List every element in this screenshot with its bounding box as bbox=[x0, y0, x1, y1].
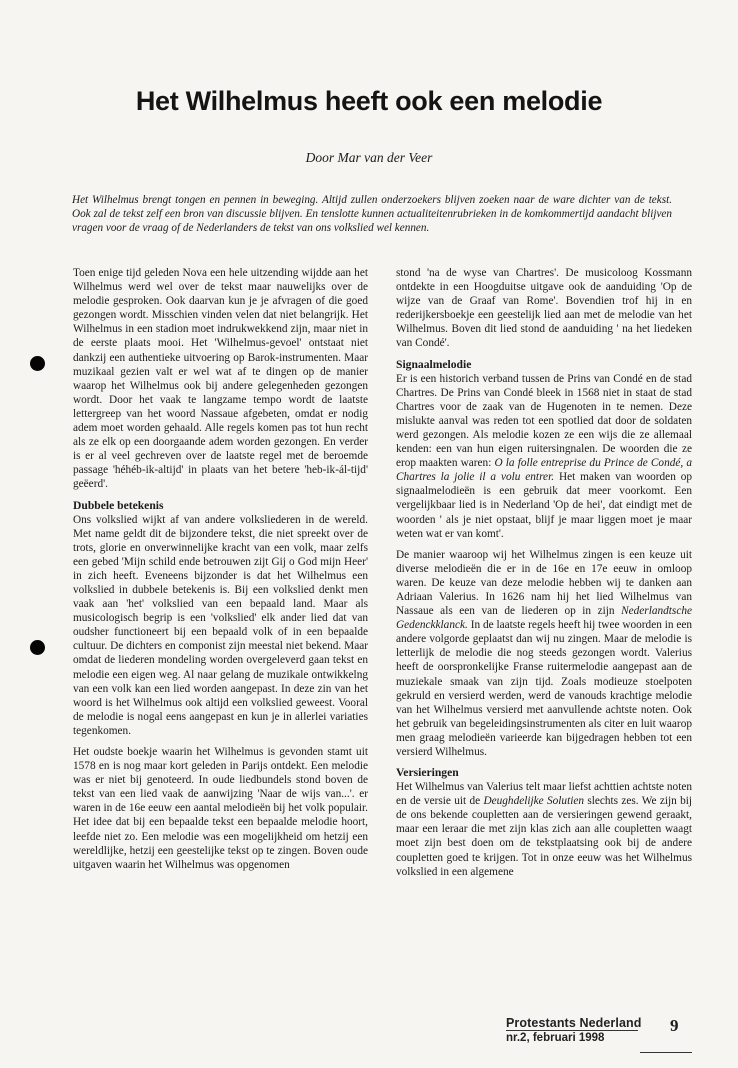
article-intro: Het Wilhelmus brengt tongen en pennen in beweging. Altijd zullen onderzoekers blijven zoeken naar de ware dichter van de tekst. Ook zal de tekst zelf een bron van discussie blijven. En tenslotte kunnen actualiteitenrubrieken in de komkommertijd aandacht blijven vragen voor de vraag of de Nederlanders de tekst van ons volkslied wel kennen. bbox=[72, 194, 672, 234]
article-byline: Door Mar van der Veer bbox=[305, 150, 433, 165]
section-heading-dubbele-betekenis: Dubbele betekenis bbox=[73, 498, 164, 512]
paragraph bbox=[396, 780, 692, 879]
publication-name: Protestants Nederland bbox=[506, 1016, 642, 1030]
paragraph: Toen enige tijd geleden Nova een hele uitzending wijdde aan het Wilhelmus werd wel over de tekst maar nauwelijks over de melodie gesproken. Ook daarvan kun je je afvragen of die goed gezongen wordt. Misschien vinden velen dat niet belangrijk. Het Wilhelmus in een stadion moet indrukwekkend zijn, maar niet in de eerste plaats mooi. Het 'Wilhelmus-gevoel' ontstaat niet dankzij een authentieke uitvoering op Barok-instrumenten. Maar muzikaal gezien valt er wel wat af te dingen op de manier waarop het Wilhelmus ook bij andere gelegenheden gezongen wordt. Door het vaak te langzame tempo wordt de laatste lettergreep van het woord Nassaue afgebeten, omdat er nodig adem moet worden gehaald. Alle regels komen pas tot hun recht als ze elk op een doorgaande adem worden gezongen. En verder is er al veel gechreven over de laatste regel met de beroemde passage 'héhéb-ik-altijd' in plaats van het betere 'heb-ik-ál-tijd' geëerd'. bbox=[73, 267, 368, 491]
book-title: Nederlandtsche Gedenckklanck. bbox=[396, 605, 692, 632]
issue-info: nr.2, februari 1998 bbox=[506, 1030, 638, 1044]
paragraph-text: In de laatste regels heeft hij twee woorden in een andere volgorde geplaatst dan wij nu zingen. Maar de melodie is letterlijk de melodie die nog steeds gezongen wordt. Valerius heeft de oorspronkelijke Franse ruitermelodie aangepast aan de muziekale smaak van zijn tijd. Zoals modieuze stoelpoten gekruld en versierd werden, werd de vanouds krachtige melodie van het Wilhelmus versierd met aanvullende achtste noten. Ook het gebruik van begeleidingsinstrumenten als citer en luit waarop men graag melodieën varieerde kan bijgedragen hebben tot een versierd Wilhelmus. bbox=[396, 619, 693, 758]
footer-rule bbox=[640, 1052, 692, 1053]
paragraph: Ons volkslied wijkt af van andere volksliederen in de wereld. Met name geldt dit de bijzondere tekst, die niet spreekt over de trots, glorie en onverwinnelijke kracht van een volk, maar zelfs een gebed 'Mijn schild ende betrouwen zijt Gij o God mijn Heer' in zich heeft. Eveneens bijzonder is dat het Wilhelmus een volkslied in dubbele betekenis is. Bij een volkslied denkt men vaak aan 'het' volkslied van een bepaald land. Maar als musicologisch begrip is een 'volkslied' elk ander lied dat van oudsher functioneert bij een bepaald volk of in een bepaalde cultuur. De dichters en componist zijn meestal niet bekend. Maar omdat de liederen mondeling worden overgeleverd gaan tekst en melodie een eigen weg. Al naar gelang de muzikale ontwikkelng van een volk kan een lied worden aangepast. In deze zin van het woord is het Wilhelmus ook altijd een volkslied geweest. Vooral de melodie is nogal eens aangepast en kun je in allerlei variaties tegenkomen. bbox=[73, 513, 368, 737]
right-column bbox=[396, 266, 692, 886]
binder-hole bbox=[30, 640, 45, 655]
paragraph bbox=[396, 548, 692, 759]
paragraph-text: Het maken van woorden op signaalmelodieën is een gebruik dat meer voorkomt. Een vergelijkbaar lied is in Nederland 'Op de hei', dat eindigt met de woorden ' als je niet opstaat, blijf je maar liggen moet je maar weten wat er van komt'. bbox=[396, 471, 693, 540]
section-heading-versieringen: Versieringen bbox=[396, 766, 459, 780]
paragraph-text: slechts zes. We zijn bij de ons bekende coupletten aan de versieringen gewend geraakt, maar een leraar die met zijn klas zich aan alle coupletten waagt moet zijn best doen om de tekstplaatsing ook bij de andere coupletten goed te krijgen. Tot in onze eeuw was het Wilhelmus volkslied in een algemene bbox=[396, 795, 692, 878]
paragraph: Het oudste boekje waarin het Wilhelmus is gevonden stamt uit 1578 en is nog maar kort geleden in Parijs ontdekt. Een melodie was er niet bij genoteerd. In oude liedbundels stond boven de tekst van een lied vaak de aanwijzing 'Naar de wijs van...'. er waren in de 16e eeuw een aantal melodieën bij het volk populair. Het idee dat bij een bepaalde tekst een bepaalde melodie hoort, leefde niet zo. Een melodie was een mogelijkheid om hetzij een wereldlijke, hetzij een geestelijke tekst op te zingen. Boven oude uitgaven waarin het Wilhelmus was opgenomen bbox=[73, 746, 368, 871]
paragraph-text: Er is een historich verband tussen de Prins van Condé en de stad Chartres. De Prins van Condé bleek in 1568 niet in staat de stad Chartres voor de zaak van de Hugenoten in te nemen. Deze mislukte aanval was reden tot een spotlied dat door de soldaten werd gezongen. Als melodie kozen ze een wijs die ze allemaal kenden: een van hun eigen ruitersingnalen. De woorden die ze erop maakten waren: bbox=[396, 372, 692, 470]
paragraph bbox=[396, 372, 692, 541]
page-number: 9 bbox=[670, 1016, 679, 1035]
left-column bbox=[73, 266, 368, 879]
paragraph: stond 'na de wyse van Chartres'. De musicoloog Kossmann ontdekte in een Hoogduitse uitgave ook de aanduiding 'Op de wijze van de Graaf van Rome'. Bovendien trof hij in en rederijkersboekje een geestelijk lied aan met de melodie van het Wilhelmus. Boven dit lied stond de aanduiding ' na het liedeken van Condé'. bbox=[396, 267, 692, 350]
paragraph-text: Het Wilhelmus van Valerius telt maar liefst achttien achtste noten en de versie uit de bbox=[396, 781, 692, 808]
page-footer bbox=[506, 1016, 641, 1044]
paragraph-text: De manier waaroop wij het Wilhelmus zingen is een keuze uit diverse melodieën die er in de 16e en 17e eeuw in omloop waren. De keuze van deze melodie hebben wij te danken aan Adriaan Valerius. In 1626 nam hij het lied Wilhelmus van Nassaue als een van de liederen op in zijn bbox=[396, 548, 692, 618]
book-title: Deughdelijke Solutien bbox=[483, 795, 585, 808]
french-quote: O la folle entreprise du Prince de Condé, a Chartres la jolie il a volu entrer. bbox=[396, 457, 692, 484]
article-title: Het Wilhelmus heeft ook een melodie bbox=[135, 86, 603, 116]
binder-hole bbox=[30, 356, 45, 371]
section-heading-signaalmelodie: Signaalmelodie bbox=[396, 357, 472, 371]
